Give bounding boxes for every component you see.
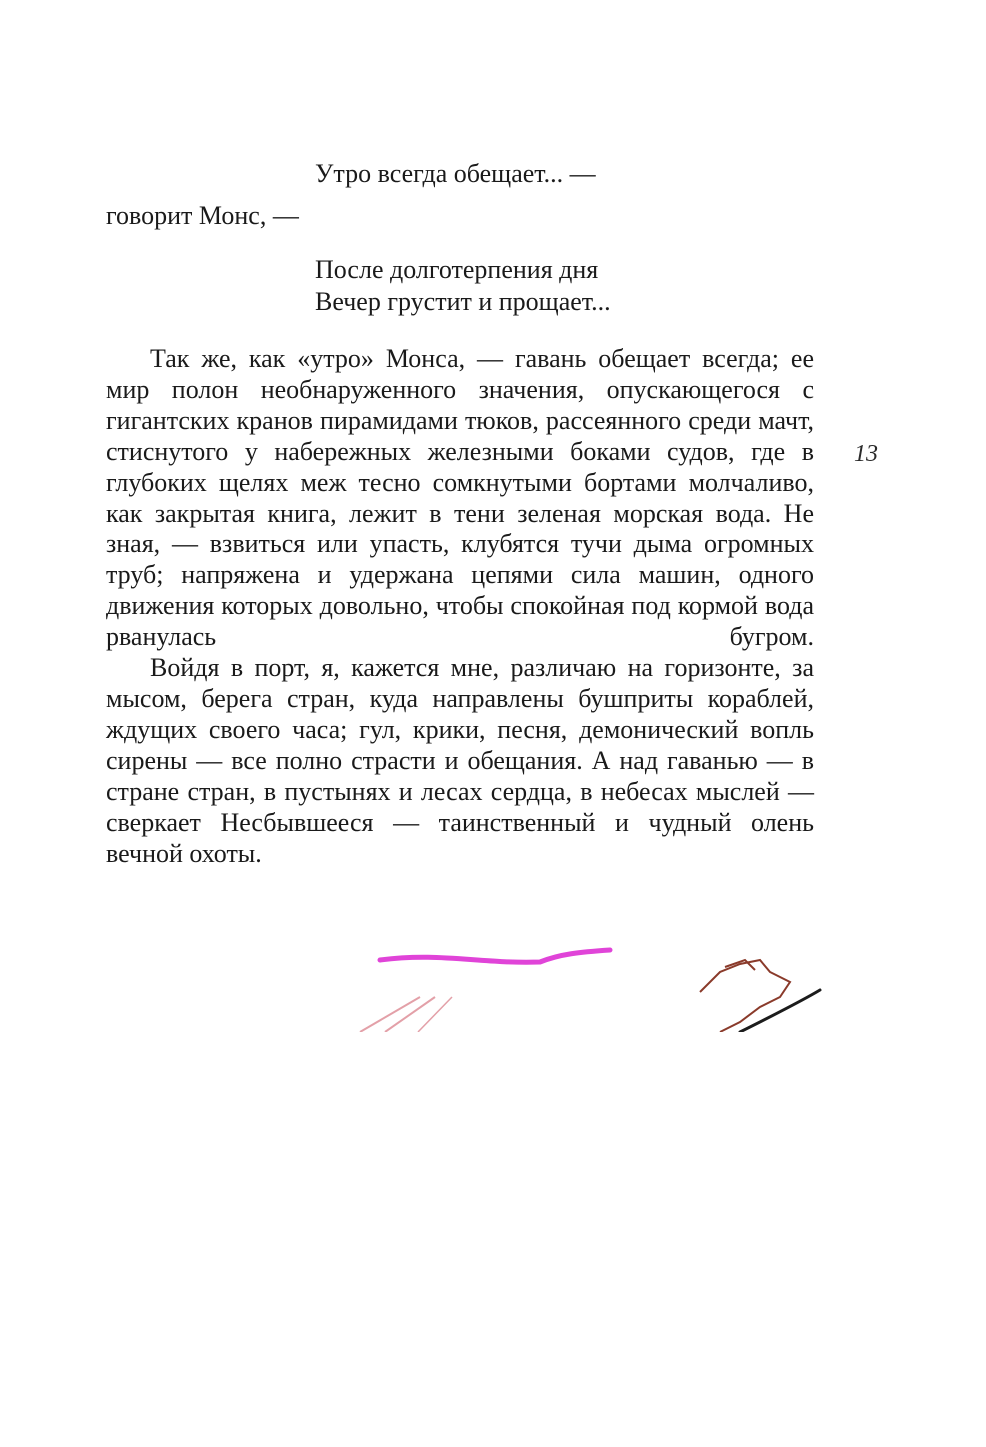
- sun-ray: [418, 997, 452, 1032]
- page-number: 13: [854, 441, 878, 467]
- paragraph-1: Так же, как «утро» Монса, — гавань обещает всегда; ее мир полон необнаруженного значения, опускающегося с гигантских кранов пирамидами тюков, рассеянного среди мачт, стиснутого у набережных железными боками судов, где в глубоких щелях меж тесно сомкнутыми бортами молчаливо, как закрытая книга, лежит в тени зеленая морская вода. Не зная, — взвиться или упасть, клубятся тучи дыма огромных труб; напряжена и удержана цепями сила машин, одного движения которых довольно, чтобы спокойная под кормой вода рванулась бугром.: [106, 344, 814, 652]
- poem-line-2: После долготерпения дня: [315, 255, 599, 284]
- poem-line-3: Вечер грустит и прощает...: [315, 287, 611, 316]
- poem-attribution: говорит Монс, —: [106, 201, 299, 230]
- harbor-illustration: [180, 872, 868, 1032]
- harbor-sketch: [180, 872, 868, 1032]
- city-sketch: [700, 960, 790, 1032]
- sky-stroke: [380, 950, 610, 962]
- paragraph-2: Войдя в порт, я, кажется мне, различаю на горизонте, за мысом, берега стран, куда направлены бушприты кораблей, ждущих своего часа; гул, крики, песня, демонический вопль сирены — все полно страсти и обещания. А над гаванью — в стране стран, в пустынях и лесах сердца, в небесах мыслей — сверкает Несбывшееся — таинственный и чудный олень вечной охоты.: [106, 653, 814, 868]
- poem-line-1: Утро всегда обещает... —: [315, 159, 596, 188]
- prose-body: [106, 344, 814, 869]
